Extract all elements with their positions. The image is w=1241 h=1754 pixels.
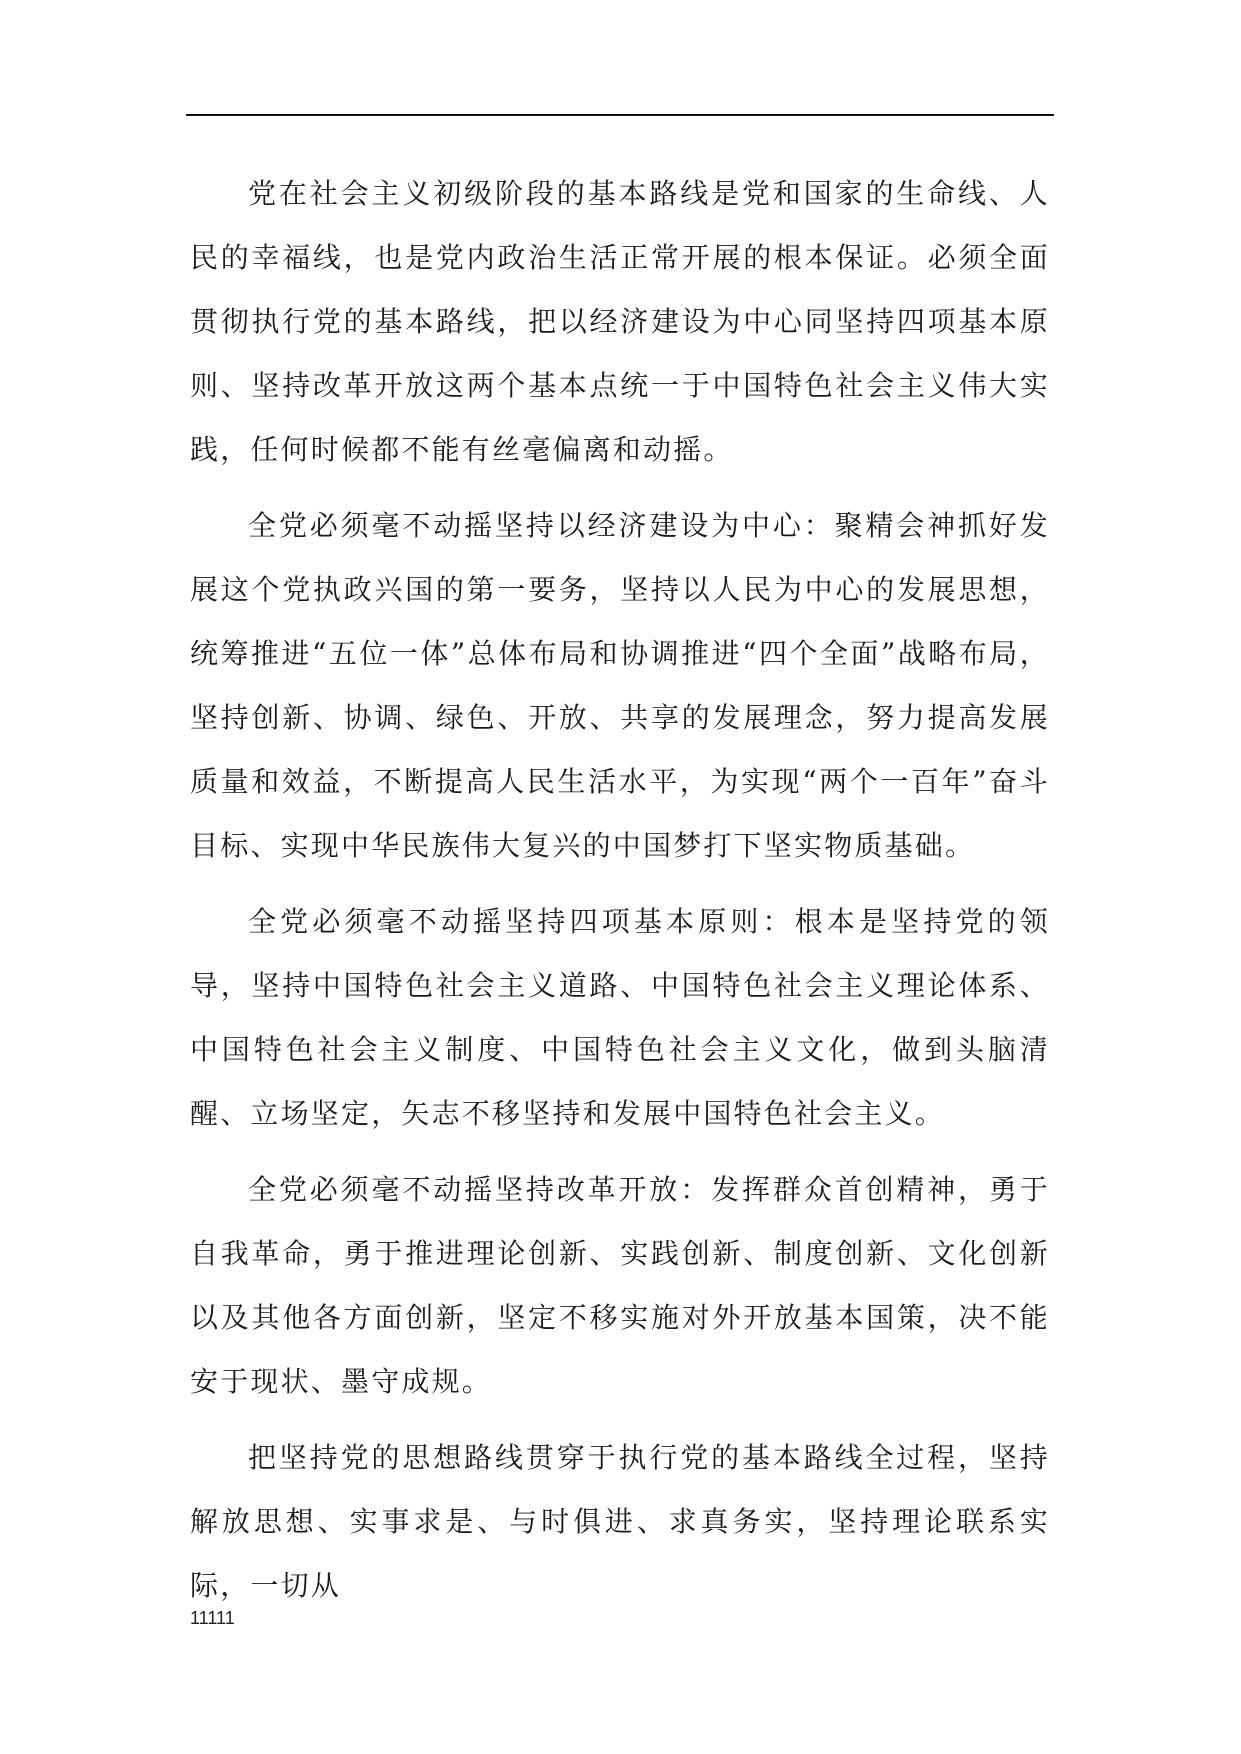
page-number: 11111: [190, 1608, 235, 1628]
paragraph-reform-opening: 全党必须毫不动摇坚持改革开放：发挥群众首创精神，勇于自我革命，勇于推进理论创新、实践创新、制度创新、文化创新以及其他各方面创新，坚定不移实施对外开放基本国策，决不能安于现状、墨守成规。: [190, 1173, 1050, 1398]
paragraph-economic-construction: 全党必须毫不动摇坚持以经济建设为中心：聚精会神抓好发展这个党执政兴国的第一要务，坚持以人民为中心的发展思想，统筹推进“五位一体”总体布局和协调推进“四个全面”战略布局，坚持创新、协调、绿色、开放、共享的发展理念，努力提高发展质量和效益，不断提高人民生活水平，为实现“两个一百年”奋斗目标、实现中华民族伟大复兴的中国梦打下坚实物质基础。: [190, 509, 1050, 862]
header-rule: [186, 114, 1054, 116]
paragraph-basic-line: 党在社会主义初级阶段的基本路线是党和国家的生命线、人民的幸福线，也是党内政治生活正常开展的根本保证。必须全面贯彻执行党的基本路线，把以经济建设为中心同坚持四项基本原则、坚持改革开放这两个基本点统一于中国特色社会主义伟大实践，任何时候都不能有丝毫偏离和动摇。: [190, 177, 1050, 466]
body-text: [190, 162, 1050, 1630]
paragraph-ideological-line: 把坚持党的思想路线贯穿于执行党的基本路线全过程，坚持解放思想、实事求是、与时俱进、求真务实，坚持理论联系实际，一切从: [190, 1441, 1050, 1602]
paragraph-four-principles: 全党必须毫不动摇坚持四项基本原则：根本是坚持党的领导，坚持中国特色社会主义道路、中国特色社会主义理论体系、中国特色社会主义制度、中国特色社会主义文化，做到头脑清醒、立场坚定，矢志不移坚持和发展中国特色社会主义。: [190, 905, 1050, 1130]
